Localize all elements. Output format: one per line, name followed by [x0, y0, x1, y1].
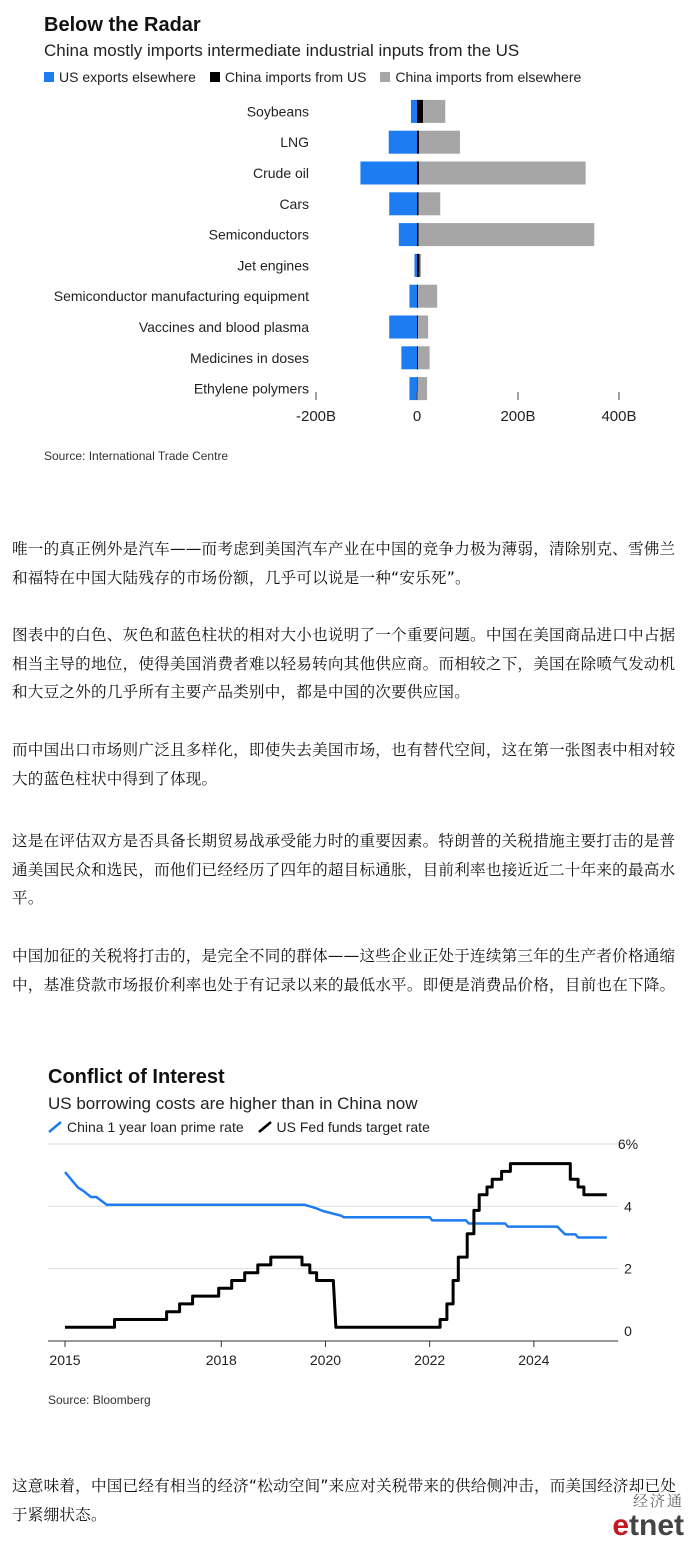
legend-line-blue [48, 1121, 64, 1133]
legend-item-us-fed-funds [258, 1119, 430, 1135]
legend-label: China imports from elsewhere [395, 69, 582, 85]
bar-china-elsewhere [418, 377, 428, 400]
x-tick-label: -200B [295, 408, 337, 425]
bar-china-elsewhere [419, 223, 595, 246]
article-paragraph-4: 这是在评估双方是否具备长期贸易战承受能力时的重要因素。特朗普的关税措施主要打击的是普通美国民众和选民，而他们已经经历了四年的超目标通胀，目前利率也接近近二十年来的最高水平。 [12, 832, 676, 907]
bar-us-elsewhere [414, 254, 417, 277]
chart-legend [48, 1119, 440, 1135]
bar-china-from-us [417, 100, 423, 123]
legend-item-china-imports-elsewhere [380, 69, 581, 85]
logo-tnet: tnet [629, 1509, 684, 1542]
y-tick-label: 2 [624, 1260, 632, 1277]
chart-subtitle: US borrowing costs are higher than in China now [48, 1094, 418, 1113]
bar-china-elsewhere [419, 192, 441, 215]
series-line-china [65, 1172, 607, 1237]
category-label: Vaccines and blood plasma [138, 319, 309, 335]
legend-swatch-gray [380, 72, 390, 82]
chart-source: Source: Bloomberg [48, 1393, 151, 1407]
legend-swatch-blue [44, 72, 54, 82]
series-line-us [65, 1164, 607, 1328]
bar-china-from-us [417, 316, 418, 339]
bar-us-elsewhere [409, 285, 417, 308]
article-paragraph-3: 而中国出口市场则广泛且多样化，即使失去美国市场，也有替代空间，这在第一张图表中相对较大的蓝色柱状中得到了体现。 [12, 741, 676, 788]
y-tick-label: 6% [617, 1136, 639, 1152]
legend-line-black [258, 1121, 274, 1133]
bar-china-from-us [417, 346, 418, 369]
y-tick-label: 0 [624, 1323, 632, 1339]
bar-chart-plot [30, 88, 650, 448]
bar-china-elsewhere [420, 254, 422, 277]
bar-china-elsewhere [419, 131, 460, 154]
bar-us-elsewhere [409, 377, 417, 400]
bar-us-elsewhere [401, 346, 417, 369]
line-chart-conflict-of-interest [32, 1050, 654, 1420]
category-label: Medicines in doses [189, 349, 309, 366]
x-tick-label: 2020 [309, 1352, 342, 1368]
bar-china-elsewhere [423, 100, 445, 123]
article-paragraph-5: 中国加征的关税将打击的，是完全不同的群体——这些企业正处于连续第三年的生产者价格通缩中，基准贷款市场报价利率也处于有记录以来的最低水平。即便是消费品价格，目前也在下降。 [12, 947, 676, 994]
chart-legend [44, 69, 591, 85]
logo-chinese-text: 经济通 [632, 1492, 684, 1510]
chart-source: Source: International Trade Centre [44, 449, 229, 463]
bar-china-from-us [417, 254, 420, 277]
category-label: Crude oil [252, 165, 309, 181]
bar-us-elsewhere [389, 131, 417, 154]
chart-subtitle: China mostly imports intermediate industrial inputs from the US [44, 41, 520, 60]
bar-us-elsewhere [399, 223, 417, 246]
legend-swatch-black [210, 72, 220, 82]
category-label: Semiconductor manufacturing equipment [53, 288, 309, 305]
category-label: Ethylene polymers [193, 380, 309, 397]
category-label: Cars [279, 195, 309, 212]
bar-china-from-us [417, 223, 419, 246]
x-tick-label: 400B [601, 408, 637, 425]
line-chart-plot [32, 1134, 654, 1384]
article-paragraph-6: 这意味着，中国已经有相当的经济“松动空间”来应对关税带来的供给侧冲击，而美国经济却已处于紧绷状态。 [12, 1477, 677, 1524]
x-tick-label: 2018 [205, 1352, 237, 1368]
legend-item-china-imports-from-us [210, 69, 367, 85]
bar-us-elsewhere [389, 316, 417, 339]
bar-china-from-us [417, 192, 419, 215]
y-tick-label: 4 [624, 1198, 632, 1215]
legend-label: China imports from US [224, 69, 367, 85]
bar-china-elsewhere [418, 285, 437, 308]
legend-item-china-lpr [48, 1119, 244, 1135]
bar-china-from-us [417, 285, 418, 308]
legend-label: US Fed funds target rate [276, 1119, 430, 1135]
logo-wordmark [612, 1511, 684, 1541]
bar-china-from-us [417, 162, 419, 185]
category-label: Semiconductors [208, 226, 309, 243]
article-paragraph-1: 唯一的真正例外是汽车——而考虑到美国汽车产业在中国的竞争力极为薄弱，清除别克、雪佛兰和福特在中国大陆残存的市场份额，几乎可以说是一种“安乐死”。 [12, 540, 676, 587]
bar-us-elsewhere [411, 100, 417, 123]
article-paragraph-2: 图表中的白色、灰色和蓝色柱状的相对大小也说明了一个重要问题。中国在美国商品进口中占据相当主导的地位，使得美国消费者难以轻易转向其他供应商。而相较之下，美国在除喷气发动机和大豆之外的几乎所有主要产品类别中，都是中国的次要供应国。 [12, 626, 676, 701]
bar-china-elsewhere [419, 162, 586, 185]
x-tick-label: 2015 [49, 1352, 81, 1368]
bar-us-elsewhere [360, 162, 417, 185]
logo-e: e [612, 1509, 629, 1542]
bar-chart-below-the-radar [30, 8, 650, 478]
x-tick-label: 2022 [414, 1352, 446, 1368]
x-tick-label: 200B [500, 408, 536, 425]
chart-title: Conflict of Interest [48, 1066, 225, 1088]
legend-item-us-exports-elsewhere [44, 69, 196, 85]
x-tick-label: 0 [412, 408, 422, 425]
bar-china-elsewhere [418, 316, 428, 339]
category-label: LNG [280, 134, 309, 151]
category-label: Soybeans [246, 103, 309, 120]
chart-title: Below the Radar [44, 14, 201, 36]
category-label: Jet engines [237, 257, 309, 274]
x-tick-label: 2024 [518, 1352, 550, 1368]
legend-label: China 1 year loan prime rate [67, 1119, 244, 1135]
etnet-logo [612, 1490, 684, 1541]
legend-label: US exports elsewhere [59, 69, 196, 85]
bar-us-elsewhere [389, 192, 417, 215]
bar-china-elsewhere [418, 346, 430, 369]
bar-china-from-us [417, 131, 419, 154]
